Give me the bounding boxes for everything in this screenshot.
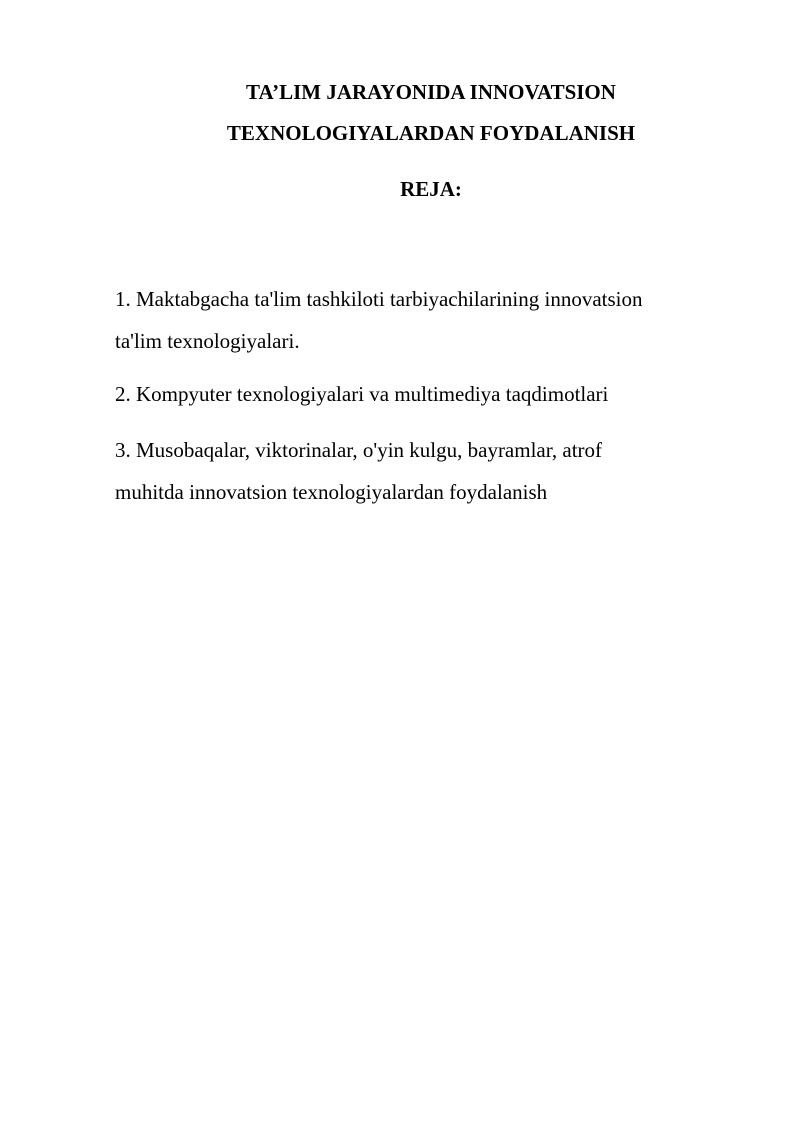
document-title-line-1: TA’LIM JARAYONIDA INNOVATSION: [246, 80, 616, 104]
plan-heading: REJA:: [400, 177, 462, 201]
plan-item-1-line-2: ta'lim texnologiyalari.: [115, 329, 300, 353]
plan-item-2: 2. Kompyuter texnologiyalari va multimediya taqdimotlari: [115, 382, 609, 406]
document-title-line-2: TEXNOLOGIYALARDAN FOYDALANISH: [226, 121, 636, 145]
plan-item-3-line-2: muhitda innovatsion texnologiyalardan foydalanish: [115, 480, 548, 504]
plan-item-3-line-1: 3. Musobaqalar, viktorinalar, o'yin kulgu, bayramlar, atrof: [115, 438, 603, 462]
plan-item-1-line-1: 1. Maktabgacha ta'lim tashkiloti tarbiyachilarining innovatsion: [115, 287, 643, 311]
